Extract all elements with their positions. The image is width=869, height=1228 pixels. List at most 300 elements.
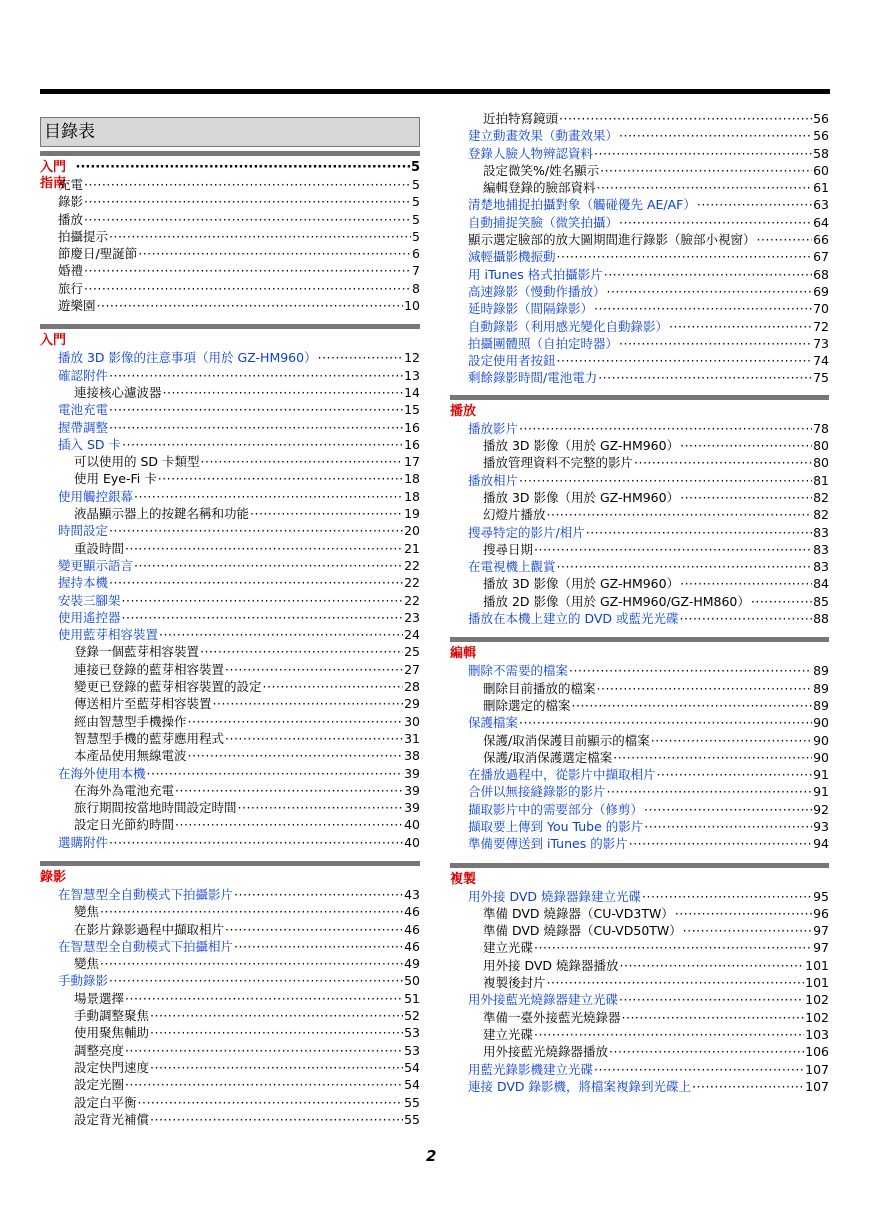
dot-leader <box>225 730 403 747</box>
toc-entry-page: 18 <box>404 471 420 487</box>
dot-leader <box>651 732 812 749</box>
toc-entry[interactable] <box>40 678 420 695</box>
section-playback[interactable]: 播放 <box>450 403 477 419</box>
toc-entry-page: 40 <box>404 834 420 850</box>
toc-entry-page: 46 <box>404 921 420 937</box>
toc-entry-page: 22 <box>404 575 420 591</box>
dot-leader <box>159 626 403 643</box>
toc-entry-page: 53 <box>404 1042 420 1058</box>
toc-entry[interactable] <box>450 1043 829 1060</box>
toc-entry[interactable] <box>40 834 420 851</box>
toc-entry-title: 變更顯示語言 <box>58 557 134 573</box>
toc-entry-page: 20 <box>404 523 420 539</box>
toc-entry-title: 刪除目前播放的檔案 <box>483 680 596 696</box>
toc-entry-page: 40 <box>404 817 420 833</box>
section-divider <box>450 863 829 868</box>
toc-entry-title: 保護/取消保護目前顯示的檔案 <box>483 732 650 748</box>
dot-leader <box>557 558 813 575</box>
toc-entry[interactable] <box>40 176 420 193</box>
toc-entry-title: 旅行 <box>58 280 84 296</box>
toc-entry[interactable] <box>450 974 829 991</box>
toc-entry[interactable] <box>40 557 420 574</box>
toc-entry[interactable] <box>40 574 420 591</box>
dot-leader <box>134 557 403 574</box>
toc-entry[interactable] <box>40 592 420 609</box>
toc-entry-title: 連接已登錄的藍芽相容裝置 <box>74 661 225 677</box>
toc-entry[interactable] <box>40 1094 420 1111</box>
toc-entry-title: 場景選擇 <box>74 990 125 1006</box>
toc-entry-page: 91 <box>813 767 829 783</box>
dot-leader <box>692 1078 804 1095</box>
toc-entry-page: 82 <box>813 489 829 505</box>
toc-entry-title: 減輕攝影機振動 <box>468 249 556 265</box>
toc-entry[interactable] <box>40 401 420 418</box>
dot-leader <box>534 1026 804 1043</box>
dot-leader <box>619 127 812 144</box>
toc-entry[interactable] <box>40 211 420 228</box>
toc-entry[interactable] <box>450 783 829 800</box>
toc-entry-title: 變焦 <box>74 956 100 972</box>
toc-entry-page: 83 <box>813 541 829 557</box>
toc-entry-title: 時間設定 <box>58 523 109 539</box>
toc-entry-page: 17 <box>404 454 420 470</box>
toc-entry-page: 30 <box>404 713 420 729</box>
toc-entry[interactable] <box>40 730 420 747</box>
toc-entry[interactable] <box>40 921 420 938</box>
dot-leader <box>519 714 812 731</box>
toc-entry-page: 15 <box>404 402 420 418</box>
toc-entry-title: 遊樂園 <box>58 298 96 314</box>
toc-entry-page: 24 <box>404 627 420 643</box>
dot-leader <box>122 436 403 453</box>
toc-entry-page: 5 <box>412 177 420 192</box>
toc-entry-page: 80 <box>813 438 829 454</box>
toc-entry-page: 90 <box>813 715 829 731</box>
toc-entry-title: 播放在本機上建立的 DVD 或藍光光碟 <box>468 611 679 627</box>
toc-entry[interactable] <box>450 524 829 541</box>
toc-entry-title: 準備一臺外接藍光燒錄器 <box>483 1009 621 1025</box>
toc-entry[interactable] <box>450 957 829 974</box>
toc-entry-page: 72 <box>813 318 829 334</box>
dot-leader <box>680 575 812 592</box>
toc-entry-title: 在播放過程中，從影片中擷取相片 <box>468 767 656 783</box>
toc-entry-title: 在影片錄影過程中擷取相片 <box>74 921 225 937</box>
dot-leader <box>147 765 404 782</box>
toc-entry-page: 78 <box>813 420 829 436</box>
toc-entry[interactable] <box>450 905 829 922</box>
dot-leader <box>138 1094 404 1111</box>
toc-entry[interactable] <box>450 558 829 575</box>
toc-entry[interactable] <box>40 436 420 453</box>
toc-entry[interactable] <box>40 297 420 314</box>
toc-entry[interactable] <box>40 1059 420 1076</box>
toc-entry-page: 49 <box>404 956 420 972</box>
toc-entry[interactable] <box>450 541 829 558</box>
dot-leader <box>109 574 403 591</box>
toc-entry-title: 幻燈片播放 <box>483 507 546 523</box>
dot-leader <box>138 245 411 262</box>
toc-entry[interactable] <box>450 437 829 454</box>
dot-leader <box>122 609 404 626</box>
toc-entry-title: 顯示選定臉部的放大圖期間進行錄影（臉部小視窗） <box>468 232 756 248</box>
toc-entry[interactable] <box>40 886 420 903</box>
dot-leader <box>109 367 403 384</box>
toc-entry-page: 67 <box>813 249 829 265</box>
toc-entry[interactable] <box>450 110 829 127</box>
toc-entry[interactable] <box>40 245 420 262</box>
toc-entry[interactable] <box>40 419 420 436</box>
dot-leader <box>619 335 812 352</box>
toc-entry-title: 擷取影片中的需要部分（修剪） <box>468 801 644 817</box>
toc-entry[interactable] <box>40 384 420 401</box>
toc-entry[interactable] <box>450 318 829 335</box>
toc-entry[interactable] <box>450 835 829 852</box>
section-record[interactable]: 錄影 <box>40 869 67 885</box>
toc-entry-page: 54 <box>404 1059 420 1075</box>
section-divider <box>40 324 420 329</box>
toc-entry[interactable] <box>450 610 829 627</box>
toc-entry[interactable] <box>450 1061 829 1078</box>
dot-leader <box>158 470 403 487</box>
toc-entry[interactable] <box>40 228 420 245</box>
toc-entry[interactable] <box>40 453 420 470</box>
toc-entry-page: 101 <box>805 957 829 973</box>
toc-entry-page: 38 <box>404 748 420 764</box>
dot-leader <box>569 662 812 679</box>
toc-entry[interactable] <box>450 593 829 610</box>
toc-entry[interactable] <box>40 488 420 505</box>
toc-entry-title: 準備要傳送到 iTunes 的影片 <box>468 836 628 852</box>
toc-entry-title: 播放 2D 影像（用於 GZ-HM960/GZ-HM860） <box>483 593 750 609</box>
dot-leader <box>607 783 813 800</box>
toc-entry[interactable] <box>450 939 829 956</box>
toc-entry[interactable] <box>40 903 420 920</box>
toc-entry-page: 92 <box>813 801 829 817</box>
toc-entry[interactable] <box>450 472 829 489</box>
toc-entry-page: 101 <box>805 975 829 991</box>
toc-entry-title: 在海外為電池充電 <box>74 782 175 798</box>
toc-entry[interactable] <box>40 643 420 660</box>
toc-entry[interactable] <box>40 938 420 955</box>
toc-entry[interactable] <box>450 454 829 471</box>
toc-entry[interactable] <box>450 369 829 386</box>
toc-entry-title: 使用 Eye-Fi 卡 <box>74 471 157 487</box>
toc-entry-title: 播放 3D 影像的注意事項（用於 GZ-HM960） <box>58 350 317 366</box>
dot-leader <box>225 661 403 678</box>
dot-leader <box>238 799 404 816</box>
toc-entry[interactable] <box>450 335 829 352</box>
section-edit[interactable]: 編輯 <box>450 646 477 662</box>
dot-leader <box>100 903 403 920</box>
toc-entry-title: 播放相片 <box>468 472 519 488</box>
toc-entry-title: 準備 DVD 燒錄器（CU-VD3TW） <box>483 905 674 921</box>
dot-leader <box>125 540 403 557</box>
toc-entry[interactable] <box>450 162 829 179</box>
toc-entry[interactable] <box>40 1007 420 1024</box>
toc-entry[interactable] <box>40 816 420 833</box>
dot-leader <box>150 1111 403 1128</box>
toc-entry-title: 變更已登錄的藍芽相容裝置的設定 <box>74 679 262 695</box>
toc-entry-page: 60 <box>813 162 829 178</box>
toc-entry-page: 66 <box>813 232 829 248</box>
toc-entry-page: 82 <box>813 507 829 523</box>
toc-entry-title: 保護/取消保護選定檔案 <box>483 749 613 765</box>
section-divider <box>450 637 829 642</box>
toc-entry[interactable] <box>450 489 829 506</box>
dot-leader <box>534 939 812 956</box>
dot-leader <box>109 401 403 418</box>
section-divider <box>40 861 420 866</box>
toc-entry[interactable] <box>450 697 829 714</box>
dot-leader <box>318 349 404 366</box>
toc-entry-page: 7 <box>412 263 420 279</box>
toc-entry-page: 18 <box>404 488 420 504</box>
toc-entry-page: 10 <box>404 298 420 314</box>
toc-entry[interactable] <box>450 248 829 265</box>
toc-entry-page: 21 <box>404 540 420 556</box>
toc-entry-title: 婚禮 <box>58 263 84 279</box>
toc-entry[interactable] <box>450 127 829 144</box>
toc-entry[interactable] <box>450 231 829 248</box>
toc-entry-title: 高速錄影（慢動作播放） <box>468 283 606 299</box>
toc-entry-title: 使用藍芽相容裝置 <box>58 627 159 643</box>
toc-entry[interactable] <box>450 214 829 231</box>
toc-entry[interactable] <box>450 732 829 749</box>
dot-leader <box>109 419 403 436</box>
toc-entry[interactable] <box>450 991 829 1008</box>
dot-leader <box>680 489 812 506</box>
toc-entry[interactable] <box>450 196 829 213</box>
toc-entry[interactable] <box>40 367 420 384</box>
toc-entry[interactable] <box>40 262 420 279</box>
dot-leader <box>572 697 813 714</box>
toc-entry-page: 90 <box>813 732 829 748</box>
toc-entry-title: 插入 SD 卡 <box>58 436 122 452</box>
toc-entry[interactable] <box>40 1111 420 1128</box>
dot-leader <box>250 505 403 522</box>
toc-entry-page: 53 <box>404 1025 420 1041</box>
toc-entry[interactable] <box>450 766 829 783</box>
toc-entry-page: 91 <box>813 784 829 800</box>
toc-entry-title: 播放 3D 影像（用於 GZ-HM960） <box>483 576 680 592</box>
dot-leader <box>97 297 404 314</box>
toc-entry-title: 使用聚焦輔助 <box>74 1025 150 1041</box>
toc-entry-page: 51 <box>404 990 420 1006</box>
dot-leader <box>201 453 404 470</box>
dot-leader <box>84 211 411 228</box>
toc-entry-page: 97 <box>813 940 829 956</box>
toc-entry-title: 在智慧型全自動模式下拍攝相片 <box>58 938 234 954</box>
toc-entry-page: 22 <box>404 557 420 573</box>
toc-entry-page: 69 <box>813 283 829 299</box>
toc-entry-page: 89 <box>813 697 829 713</box>
toc-entry[interactable] <box>450 749 829 766</box>
toc-entry[interactable] <box>40 782 420 799</box>
toc-entry-page: 102 <box>805 992 829 1008</box>
toc-entry-page: 58 <box>813 145 829 161</box>
dot-leader <box>619 991 804 1008</box>
toc-entry-title: 節慶日/聖誕節 <box>58 246 138 262</box>
toc-entry[interactable] <box>450 680 829 697</box>
dot-leader <box>84 176 411 193</box>
toc-entry-title: 電池充電 <box>58 402 109 418</box>
toc-left-column <box>40 117 420 1128</box>
toc-entry-page: 27 <box>404 661 420 677</box>
toc-entry-page: 106 <box>805 1044 829 1060</box>
toc-entry[interactable] <box>40 747 420 764</box>
toc-entry[interactable] <box>450 266 829 283</box>
toc-entry[interactable] <box>40 661 420 678</box>
dot-leader <box>594 300 812 317</box>
toc-entry-page: 56 <box>813 128 829 144</box>
toc-entry-page: 90 <box>813 749 829 765</box>
toc-entry-page: 55 <box>404 1111 420 1127</box>
toc-entry-page: 16 <box>404 436 420 452</box>
toc-entry-title: 清楚地捕捉拍攝對象（觸碰優先 AE/AF） <box>468 197 696 213</box>
toc-entry[interactable] <box>40 765 420 782</box>
toc-entry-page: 70 <box>813 301 829 317</box>
toc-entry[interactable] <box>450 179 829 196</box>
toc-entry-page: 96 <box>813 905 829 921</box>
toc-entry[interactable] <box>40 349 420 366</box>
dot-leader <box>188 713 404 730</box>
toc-entry-title: 可以使用的 SD 卡類型 <box>74 454 200 470</box>
toc-entry[interactable] <box>450 1026 829 1043</box>
toc-entry[interactable] <box>40 505 420 522</box>
toc-entry[interactable] <box>450 145 829 162</box>
toc-entry[interactable] <box>450 420 829 437</box>
toc-entry[interactable] <box>40 799 420 816</box>
toc-entry-title: 設定光圈 <box>74 1077 125 1093</box>
dot-leader <box>680 437 812 454</box>
toc-entry-page: 54 <box>404 1077 420 1093</box>
dot-leader <box>613 749 812 766</box>
toc-entry-title: 複製後封片 <box>483 975 546 991</box>
toc-entry[interactable] <box>40 1076 420 1093</box>
toc-entry-page: 39 <box>404 800 420 816</box>
toc-entry-page: 52 <box>404 1008 420 1024</box>
toc-entry-title: 連接 DVD 錄影機，將檔案複錄到光碟上 <box>468 1078 692 1094</box>
dot-leader <box>519 420 812 437</box>
toc-entry[interactable] <box>450 714 829 731</box>
toc-entry[interactable] <box>450 300 829 317</box>
toc-entry-title: 延時錄影（間隔錄影） <box>468 301 594 317</box>
toc-entry-title: 用 iTunes 格式拍攝影片 <box>468 266 603 282</box>
dot-leader <box>150 1024 403 1041</box>
dot-leader <box>263 678 404 695</box>
toc-entry-title: 拍攝團體照（自拍定時器） <box>468 335 619 351</box>
toc-entry[interactable] <box>450 818 829 835</box>
toc-entry-title: 登錄一個藍芽相容裝置 <box>74 644 200 660</box>
toc-entry-title: 用藍光錄影機建立光碟 <box>468 1061 594 1077</box>
toc-entry-title: 編輯登錄的臉部資料 <box>483 180 596 196</box>
toc-entry[interactable] <box>450 922 829 939</box>
toc-entry-title: 手動錄影 <box>58 973 109 989</box>
toc-entry[interactable] <box>450 1078 829 1095</box>
section-intro[interactable]: 入門 <box>40 333 67 349</box>
toc-entry-title: 握帶調整 <box>58 419 109 435</box>
toc-entry[interactable] <box>450 506 829 523</box>
dot-leader <box>683 922 812 939</box>
toc-entry-title: 剩餘錄影時間/電池電力 <box>468 370 598 386</box>
toc-entry-page: 83 <box>813 559 829 575</box>
toc-entry-title: 設定日光節約時間 <box>74 817 175 833</box>
toc-entry[interactable] <box>40 626 420 643</box>
dot-leader <box>675 905 812 922</box>
toc-entry[interactable] <box>450 888 829 905</box>
dot-leader <box>234 886 403 903</box>
dot-leader <box>604 266 812 283</box>
toc-entry-title: 刪除不需要的檔案 <box>468 663 569 679</box>
toc-entry[interactable] <box>40 990 420 1007</box>
toc-entry-page: 56 <box>813 111 829 126</box>
toc-entry-title: 播放 3D 影像（用於 GZ-HM960） <box>483 489 680 505</box>
dot-leader <box>609 1043 804 1060</box>
toc-entry-page: 94 <box>813 836 829 852</box>
toc-entry[interactable] <box>40 1042 420 1059</box>
dot-leader <box>188 747 404 764</box>
toc-entry[interactable] <box>40 972 420 989</box>
toc-entry-page: 63 <box>813 197 829 213</box>
toc-entry[interactable] <box>450 801 829 818</box>
toc-entry[interactable] <box>40 713 420 730</box>
section-copy[interactable]: 複製 <box>450 871 477 887</box>
dot-leader <box>697 196 812 213</box>
dot-leader <box>757 231 813 248</box>
toc-entry[interactable] <box>40 955 420 972</box>
toc-entry[interactable] <box>40 695 420 712</box>
dot-leader <box>547 506 813 523</box>
toc-entry[interactable] <box>450 662 829 679</box>
toc-entry-title: 充電 <box>58 177 84 192</box>
toc-entry[interactable] <box>40 522 420 539</box>
toc-entry-title: 設定白平衡 <box>74 1094 137 1110</box>
toc-entry-title: 旅行期間按當地時間設定時間 <box>74 800 237 816</box>
toc-entry[interactable] <box>40 470 420 487</box>
dot-leader <box>109 228 411 245</box>
toc-entry-page: 84 <box>813 576 829 592</box>
toc-entry-title: 播放影片 <box>468 420 519 436</box>
toc-entry[interactable] <box>40 280 420 297</box>
dot-leader <box>234 938 403 955</box>
toc-entry-title: 本產品使用無線電波 <box>74 748 187 764</box>
toc-entry-title: 自動錄影（利用感光變化自動錄影） <box>468 318 669 334</box>
toc-entry-title: 近拍特寫鏡頭 <box>483 111 559 126</box>
dot-leader <box>134 488 403 505</box>
toc-entry[interactable] <box>450 1009 829 1026</box>
toc-entry[interactable] <box>40 609 420 626</box>
toc-entry[interactable] <box>40 1024 420 1041</box>
dot-leader <box>559 110 812 127</box>
toc-entry-title: 在智慧型全自動模式下拍攝影片 <box>58 886 234 902</box>
toc-entry-title: 自動捕捉笑臉（微笑拍攝） <box>468 214 619 230</box>
toc-entry[interactable] <box>40 540 420 557</box>
toc-entry[interactable] <box>40 193 420 210</box>
toc-entry-title: 準備 DVD 燒錄器（CU-VD50TW） <box>483 923 682 939</box>
top-rule <box>40 89 830 94</box>
dot-leader <box>125 990 403 1007</box>
toc-entry-title: 使用遙控器 <box>58 609 121 625</box>
dot-leader <box>644 818 812 835</box>
dot-leader <box>534 541 812 558</box>
toc-entry-page: 102 <box>805 1009 829 1025</box>
dot-leader <box>586 524 812 541</box>
toc-entry[interactable] <box>450 283 829 300</box>
toc-entry[interactable] <box>450 352 829 369</box>
toc-entry-page: 64 <box>813 214 829 230</box>
toc-entry[interactable] <box>450 575 829 592</box>
toc-entry-page: 83 <box>813 524 829 540</box>
